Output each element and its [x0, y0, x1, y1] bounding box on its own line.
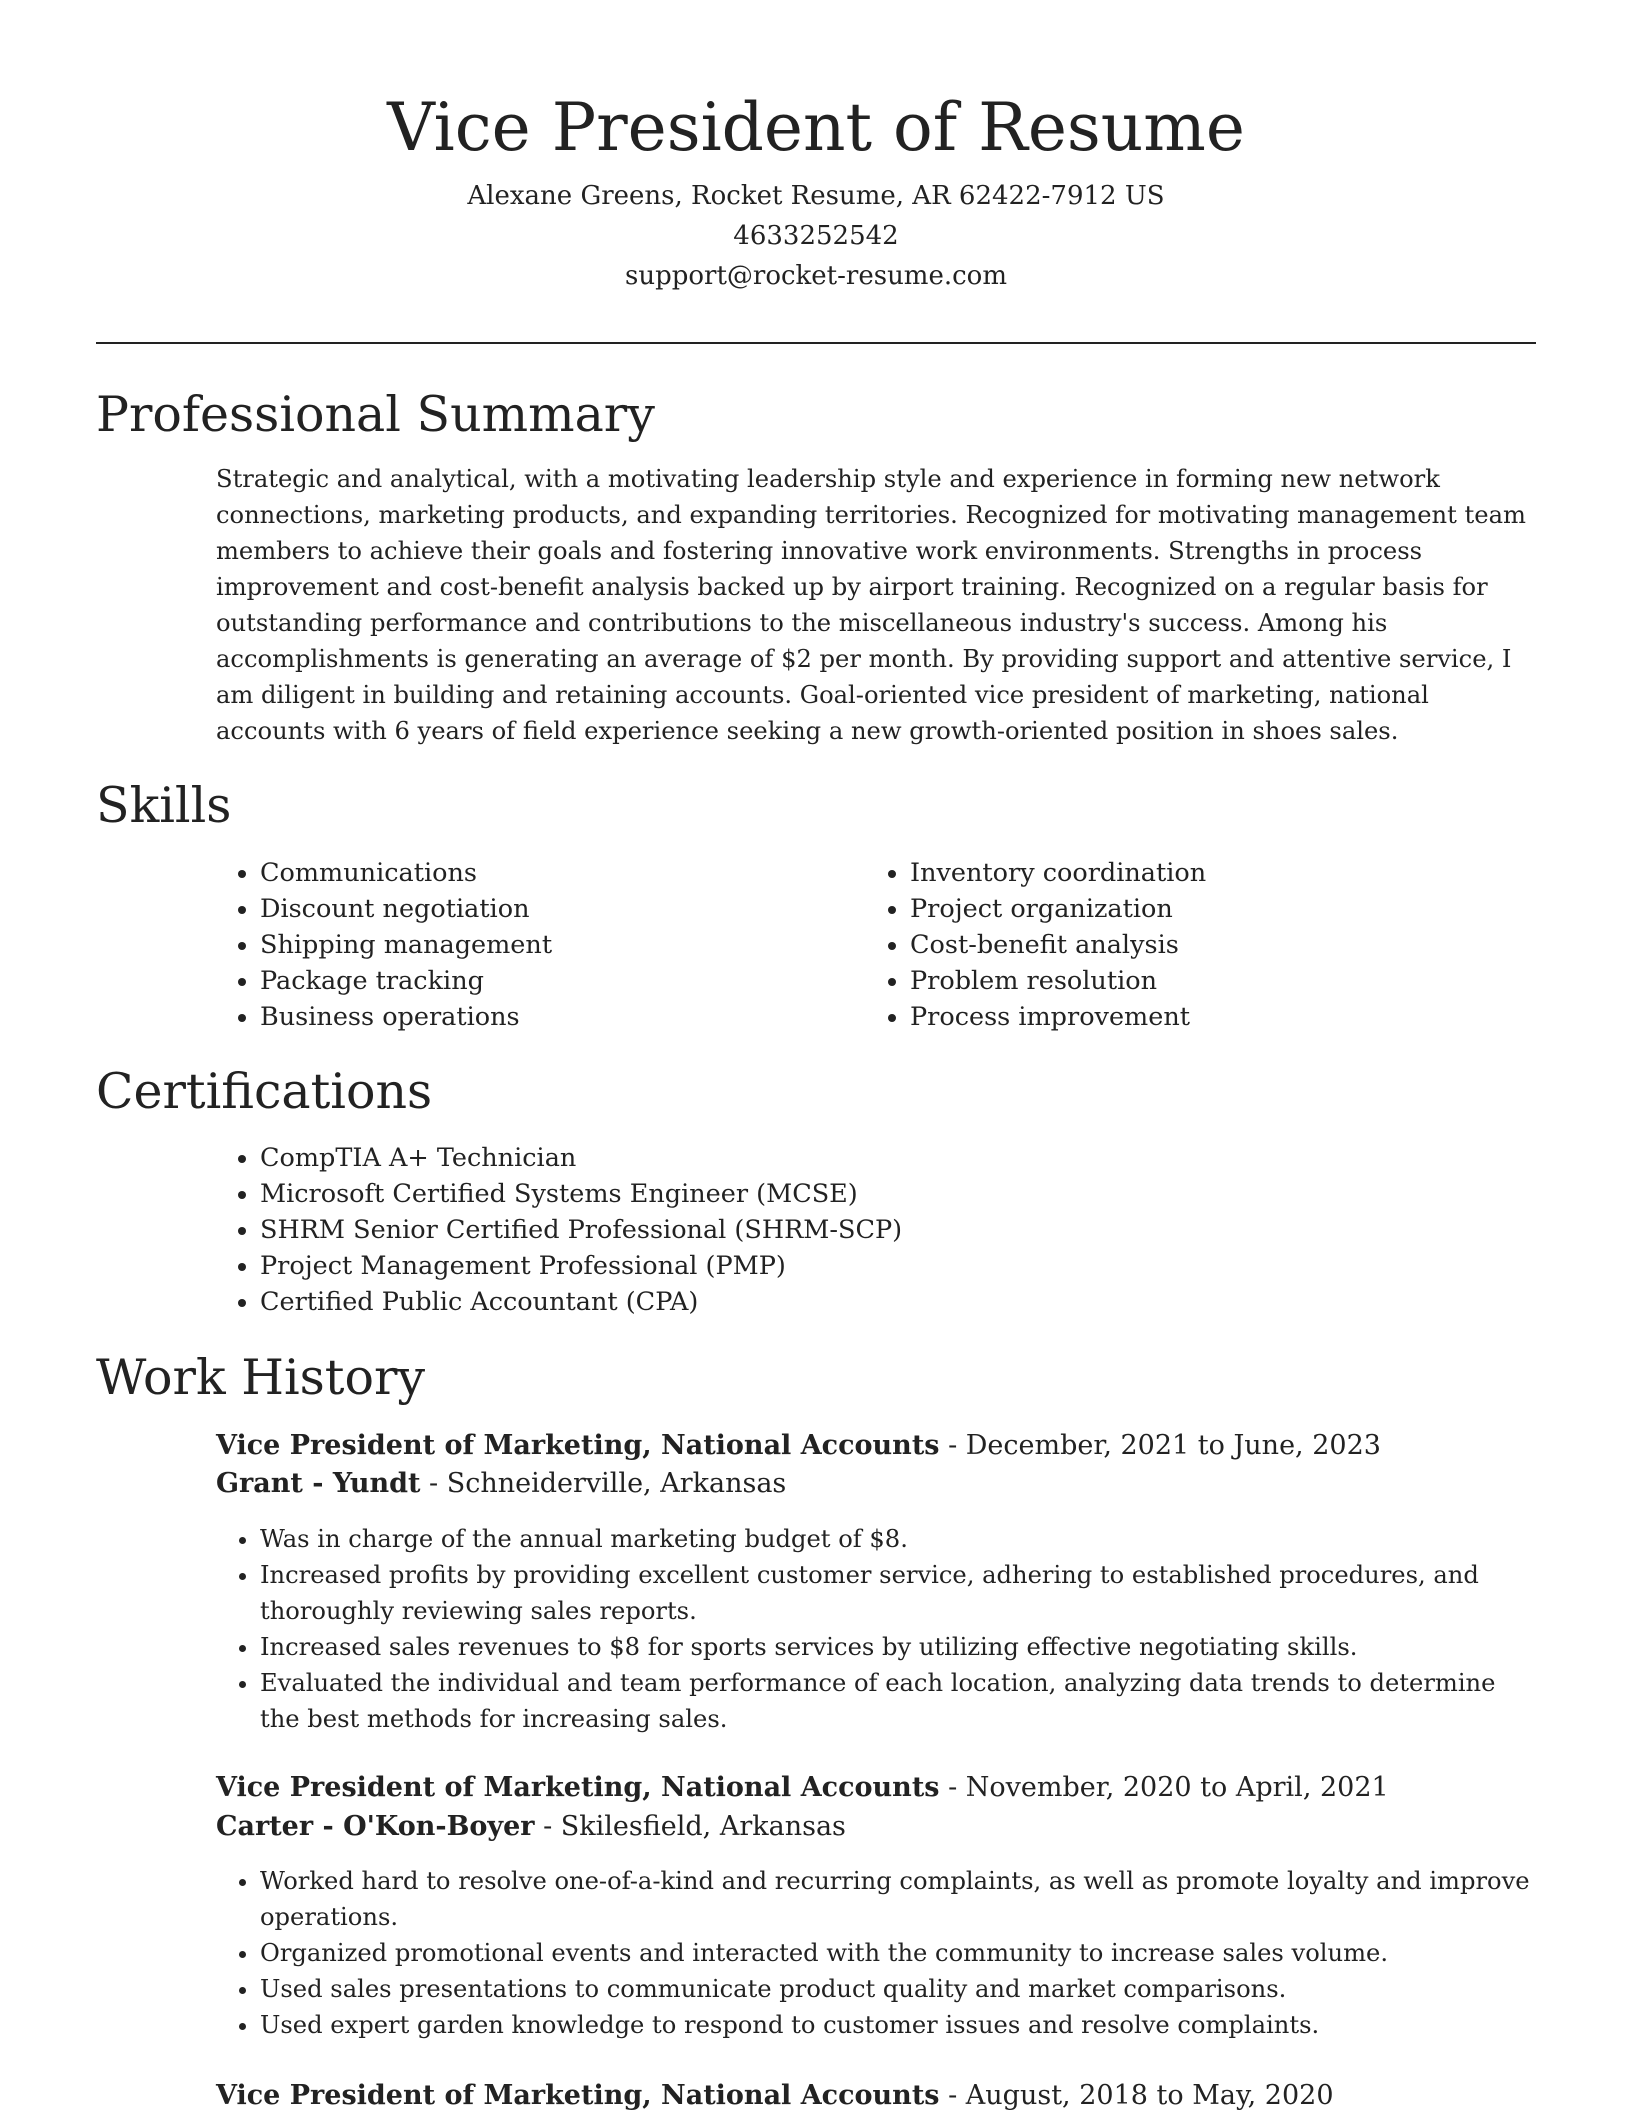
skill-item: • Package tracking: [260, 963, 820, 999]
contact-address: Alexane Greens, Rocket Resume, AR 62422-7912 US: [467, 181, 1165, 211]
job-company: Grant - Yundt: [216, 1468, 421, 1499]
job-duties-list: [216, 1521, 1540, 1737]
job-role: Vice President of Marketing, National Accounts: [216, 1772, 940, 1803]
duty-item: • Used expert garden knowledge to respond to customer issues and resolve complaints.: [260, 2007, 1540, 2043]
duty-item: • Evaluated the individual and team performance of each location, analyzing data trends to determine the best methods for increasing sales.: [260, 1665, 1540, 1737]
certification-item: • Project Management Professional (PMP): [260, 1248, 1460, 1284]
skill-item: • Business operations: [260, 999, 820, 1035]
job-dates: - November, 2020 to April, 2021: [939, 1772, 1389, 1803]
job-location: - Skilesfield, Arkansas: [534, 1811, 846, 1842]
job-company-line: [216, 1464, 786, 1504]
skill-item: • Communications: [260, 855, 820, 891]
summary-text: Strategic and analytical, with a motivating leadership style and experience in forming new network connections, marketing products, and expanding territories. Recognized for motivating management team members to achieve their goals and fostering innovative work environments. Strengths in process improvement and cost-benefit analysis backed up by airport training. Recognized on a regular basis for outstanding performance and contributions to the miscellaneous industry's success. Among his accomplishments is generating an average of $2 per month. By providing support and attentive service, I am diligent in building and retaining accounts. Goal-oriented vice president of marketing, national accounts with 6 years of field experience seeking a new growth-oriented position in shoes sales.: [216, 465, 1526, 745]
certification-item: • SHRM Senior Certified Professional (SHRM-SCP): [260, 1212, 1460, 1248]
job-title-line: [216, 1426, 1381, 1466]
skill-item: • Process improvement: [910, 999, 1510, 1035]
contact-phone: 4633252542: [733, 221, 899, 251]
certification-item: • Microsoft Certified Systems Engineer (MCSE): [260, 1176, 1460, 1212]
job-company: Carter - O'Kon-Boyer: [216, 1811, 535, 1842]
skill-item: • Cost-benefit analysis: [910, 927, 1510, 963]
job-duties-list: [216, 1863, 1540, 2043]
job-title-line: [216, 1768, 1389, 1808]
duty-item: • Used sales presentations to communicate product quality and market comparisons.: [260, 1971, 1540, 2007]
skills-list-right: [866, 855, 1510, 1035]
duty-item: • Worked hard to resolve one-of-a-kind and recurring complaints, as well as promote loyalty and improve operations.: [260, 1863, 1540, 1935]
contact-block: [0, 176, 1632, 296]
skill-item: • Problem resolution: [910, 963, 1510, 999]
skill-item: • Project organization: [910, 891, 1510, 927]
skills-heading: Skills: [96, 777, 232, 834]
resume-name: Vice President of Resume: [387, 89, 1245, 166]
job-role: Vice President of Marketing, National Accounts: [216, 1430, 940, 1461]
duty-item: • Organized promotional events and interacted with the community to increase sales volume.: [260, 1935, 1540, 1971]
duty-item: • Increased sales revenues to $8 for sports services by utilizing effective negotiating skills.: [260, 1629, 1540, 1665]
header-divider: [96, 342, 1536, 344]
skill-item: • Discount negotiation: [260, 891, 820, 927]
resume-header: [0, 80, 1632, 296]
certifications-list: [216, 1140, 1460, 1320]
skill-item: • Shipping management: [260, 927, 820, 963]
duty-item: • Increased profits by providing excellent customer service, adhering to established procedures, and thoroughly reviewing sales reports.: [260, 1557, 1540, 1629]
duty-item: • Was in charge of the annual marketing budget of $8.: [260, 1521, 1540, 1557]
skills-list-left: [216, 855, 820, 1035]
contact-email: support@rocket-resume.com: [624, 261, 1007, 291]
job-role: Vice President of Marketing, National Accounts: [216, 2080, 940, 2111]
certifications-heading: Certifications: [96, 1063, 433, 1120]
work-history-heading: Work History: [96, 1349, 426, 1406]
job-location: - Schneiderville, Arkansas: [420, 1468, 787, 1499]
certification-item: • Certified Public Accountant (CPA): [260, 1284, 1460, 1320]
certification-item: • CompTIA A+ Technician: [260, 1140, 1460, 1176]
summary-heading: Professional Summary: [96, 386, 655, 443]
job-title-line: [216, 2076, 1334, 2116]
job-dates: - December, 2021 to June, 2023: [939, 1430, 1381, 1461]
job-dates: - August, 2018 to May, 2020: [939, 2080, 1334, 2111]
job-company-line: [216, 1807, 846, 1847]
skill-item: • Inventory coordination: [910, 855, 1510, 891]
